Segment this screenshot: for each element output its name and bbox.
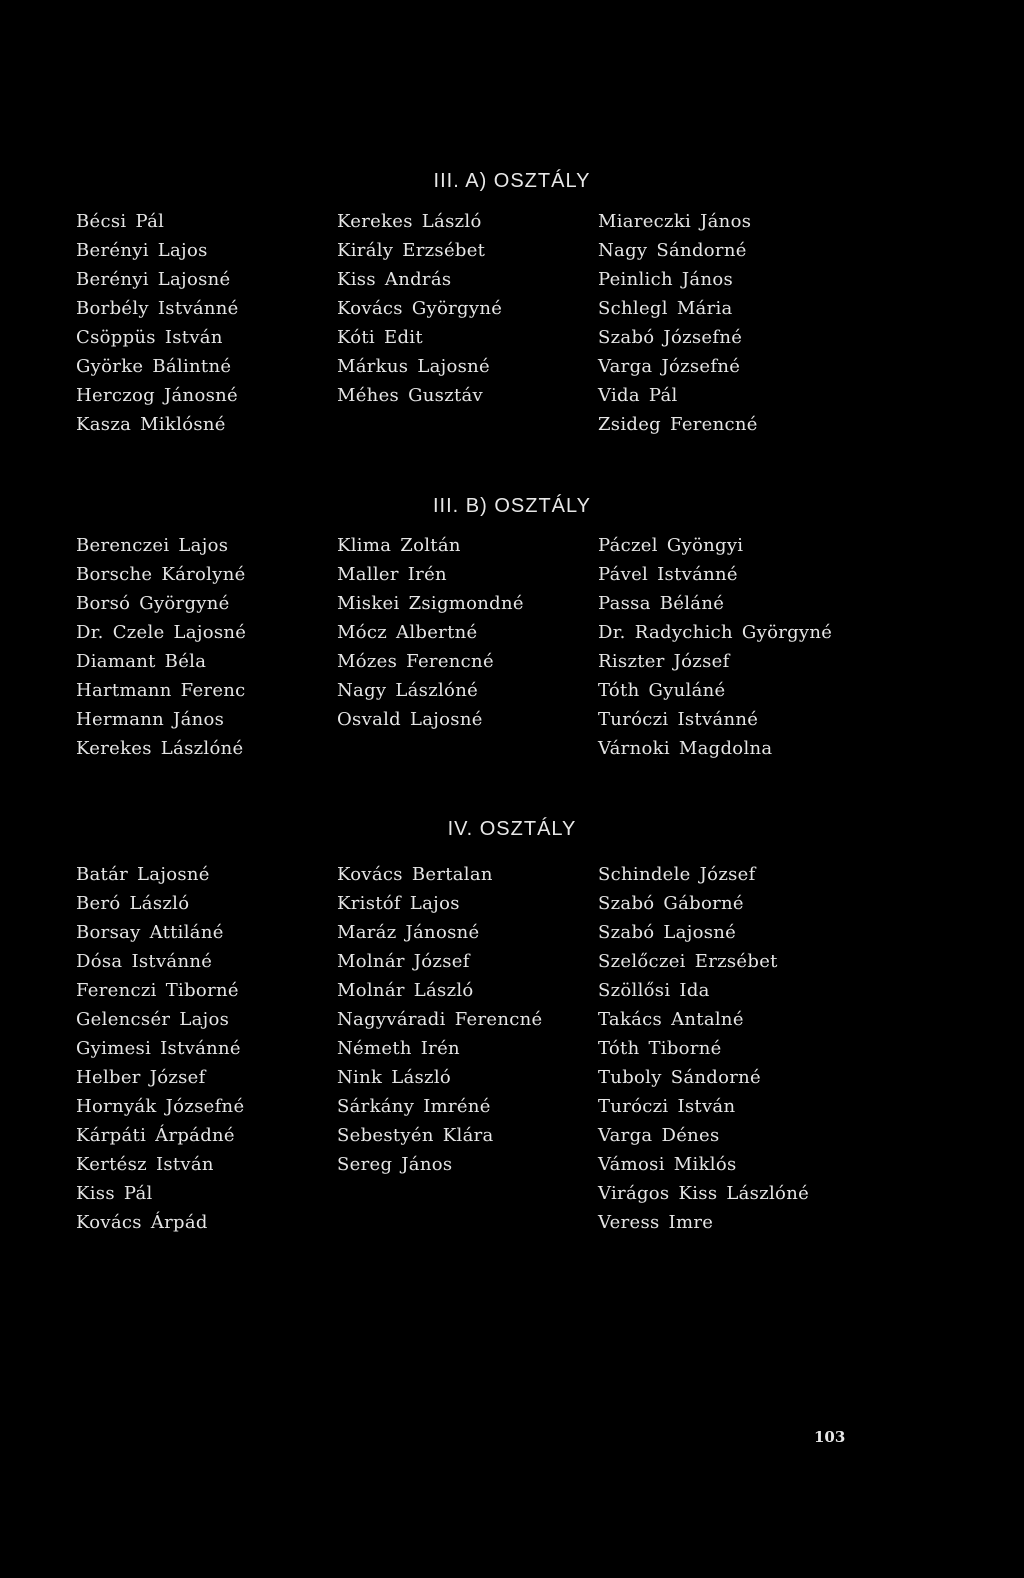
name-entry: Miskei Zsigmondné [337, 593, 524, 614]
name-entry: Németh Irén [337, 1038, 460, 1059]
name-entry: Györke Bálintné [76, 356, 232, 377]
name-entry: Kiss Pál [76, 1183, 153, 1204]
name-entry: Kóti Edit [337, 327, 423, 348]
name-entry: Szabó Józsefné [598, 327, 743, 348]
section-title-4: IV. OSZTÁLY [447, 818, 577, 840]
name-entry: Dr. Radychich Györgyné [598, 622, 833, 643]
name-entry: Szabó Gáborné [598, 893, 744, 914]
name-entry: Klima Zoltán [337, 535, 461, 556]
name-entry: Hermann János [76, 709, 225, 730]
name-entry: Hartmann Ferenc [76, 680, 246, 701]
name-entry: Várnoki Magdolna [598, 738, 773, 759]
column-3a-2 [337, 207, 502, 410]
name-entry: Mózes Ferencné [337, 651, 494, 672]
name-entry: Maráz Jánosné [337, 922, 480, 943]
section-title-3b: III. B) OSZTÁLY [433, 495, 591, 517]
name-entry: Varga Dénes [598, 1125, 720, 1146]
column-3b-1 [76, 531, 246, 763]
name-entry: Kerekes Lászlóné [76, 738, 244, 759]
page-number: 103 [814, 1428, 846, 1446]
column-4-3 [598, 860, 809, 1237]
name-entry: Molnár József [337, 951, 470, 972]
name-entry: Kasza Miklósné [76, 414, 226, 435]
name-entry: Virágos Kiss Lászlóné [598, 1183, 810, 1204]
name-entry: Csöppüs István [76, 327, 223, 348]
name-entry: Szabó Lajosné [598, 922, 737, 943]
name-entry: Vida Pál [598, 385, 678, 406]
name-entry: Márkus Lajosné [337, 356, 491, 377]
name-entry: Hornyák Józsefné [76, 1096, 245, 1117]
name-entry: Vámosi Miklós [598, 1154, 737, 1175]
name-entry: Berényi Lajos [76, 240, 208, 261]
name-entry: Turóczi Istvánné [598, 709, 759, 730]
name-entry: Bécsi Pál [76, 211, 165, 232]
column-3a-1 [76, 207, 239, 439]
name-entry: Takács Antalné [598, 1009, 744, 1030]
name-entry: Turóczi István [598, 1096, 736, 1117]
name-entry: Helber József [76, 1067, 206, 1088]
name-entry: Sebestyén Klára [337, 1125, 494, 1146]
name-entry: Pável Istvánné [598, 564, 738, 585]
name-entry: Mócz Albertné [337, 622, 478, 643]
name-entry: Diamant Béla [76, 651, 207, 672]
name-entry: Kiss András [337, 269, 452, 290]
name-entry: Dósa Istvánné [76, 951, 213, 972]
name-entry: Nagyváradi Ferencné [337, 1009, 543, 1030]
name-entry: Kristóf Lajos [337, 893, 460, 914]
name-entry: Herczog Jánosné [76, 385, 238, 406]
name-entry: Nagy Lászlóné [337, 680, 479, 701]
name-entry: Király Erzsébet [337, 240, 486, 261]
name-entry: Tóth Gyuláné [598, 680, 726, 701]
name-entry: Nink László [337, 1067, 452, 1088]
name-entry: Szöllősi Ida [598, 980, 710, 1001]
name-entry: Kovács Árpád [76, 1212, 208, 1233]
name-entry: Nagy Sándorné [598, 240, 747, 261]
name-entry: Borbély Istvánné [76, 298, 239, 319]
name-entry: Beró László [76, 893, 190, 914]
name-entry: Berényi Lajosné [76, 269, 231, 290]
name-entry: Dr. Czele Lajosné [76, 622, 247, 643]
name-entry: Batár Lajosné [76, 864, 210, 885]
name-entry: Méhes Gusztáv [337, 385, 484, 406]
name-entry: Molnár László [337, 980, 474, 1001]
name-entry: Tuboly Sándorné [598, 1067, 761, 1088]
name-entry: Berenczei Lajos [76, 535, 229, 556]
name-entry: Schlegl Mária [598, 298, 733, 319]
name-entry: Ferenczi Tiborné [76, 980, 239, 1001]
name-entry: Tóth Tiborné [598, 1038, 722, 1059]
column-3b-2 [337, 531, 524, 734]
name-entry: Szelőczei Erzsébet [598, 951, 778, 972]
section-title-3a: III. A) OSZTÁLY [433, 170, 591, 192]
name-entry: Passa Béláné [598, 593, 725, 614]
name-entry: Gyimesi Istvánné [76, 1038, 241, 1059]
name-entry: Páczel Gyöngyi [598, 535, 744, 556]
name-entry: Sereg János [337, 1154, 453, 1175]
name-entry: Kárpáti Árpádné [76, 1125, 235, 1146]
name-entry: Kerekes László [337, 211, 482, 232]
column-4-2 [337, 860, 542, 1179]
column-3a-3 [598, 207, 758, 439]
name-entry: Maller Irén [337, 564, 447, 585]
name-entry: Schindele József [598, 864, 756, 885]
name-entry: Kertész István [76, 1154, 214, 1175]
name-entry: Borsay Attiláné [76, 922, 224, 943]
name-entry: Borsche Károlyné [76, 564, 246, 585]
name-entry: Kovács Györgyné [337, 298, 503, 319]
name-entry: Zsideg Ferencné [598, 414, 758, 435]
name-entry: Veress Imre [598, 1212, 714, 1233]
name-entry: Miareczki János [598, 211, 752, 232]
name-entry: Kovács Bertalan [337, 864, 493, 885]
column-3b-3 [598, 531, 832, 763]
name-entry: Gelencsér Lajos [76, 1009, 230, 1030]
name-entry: Borsó Györgyné [76, 593, 230, 614]
name-entry: Peinlich János [598, 269, 734, 290]
name-entry: Riszter József [598, 651, 730, 672]
column-4-1 [76, 860, 244, 1237]
name-entry: Sárkány Imréné [337, 1096, 491, 1117]
name-entry: Osvald Lajosné [337, 709, 483, 730]
name-entry: Varga Józsefné [598, 356, 741, 377]
